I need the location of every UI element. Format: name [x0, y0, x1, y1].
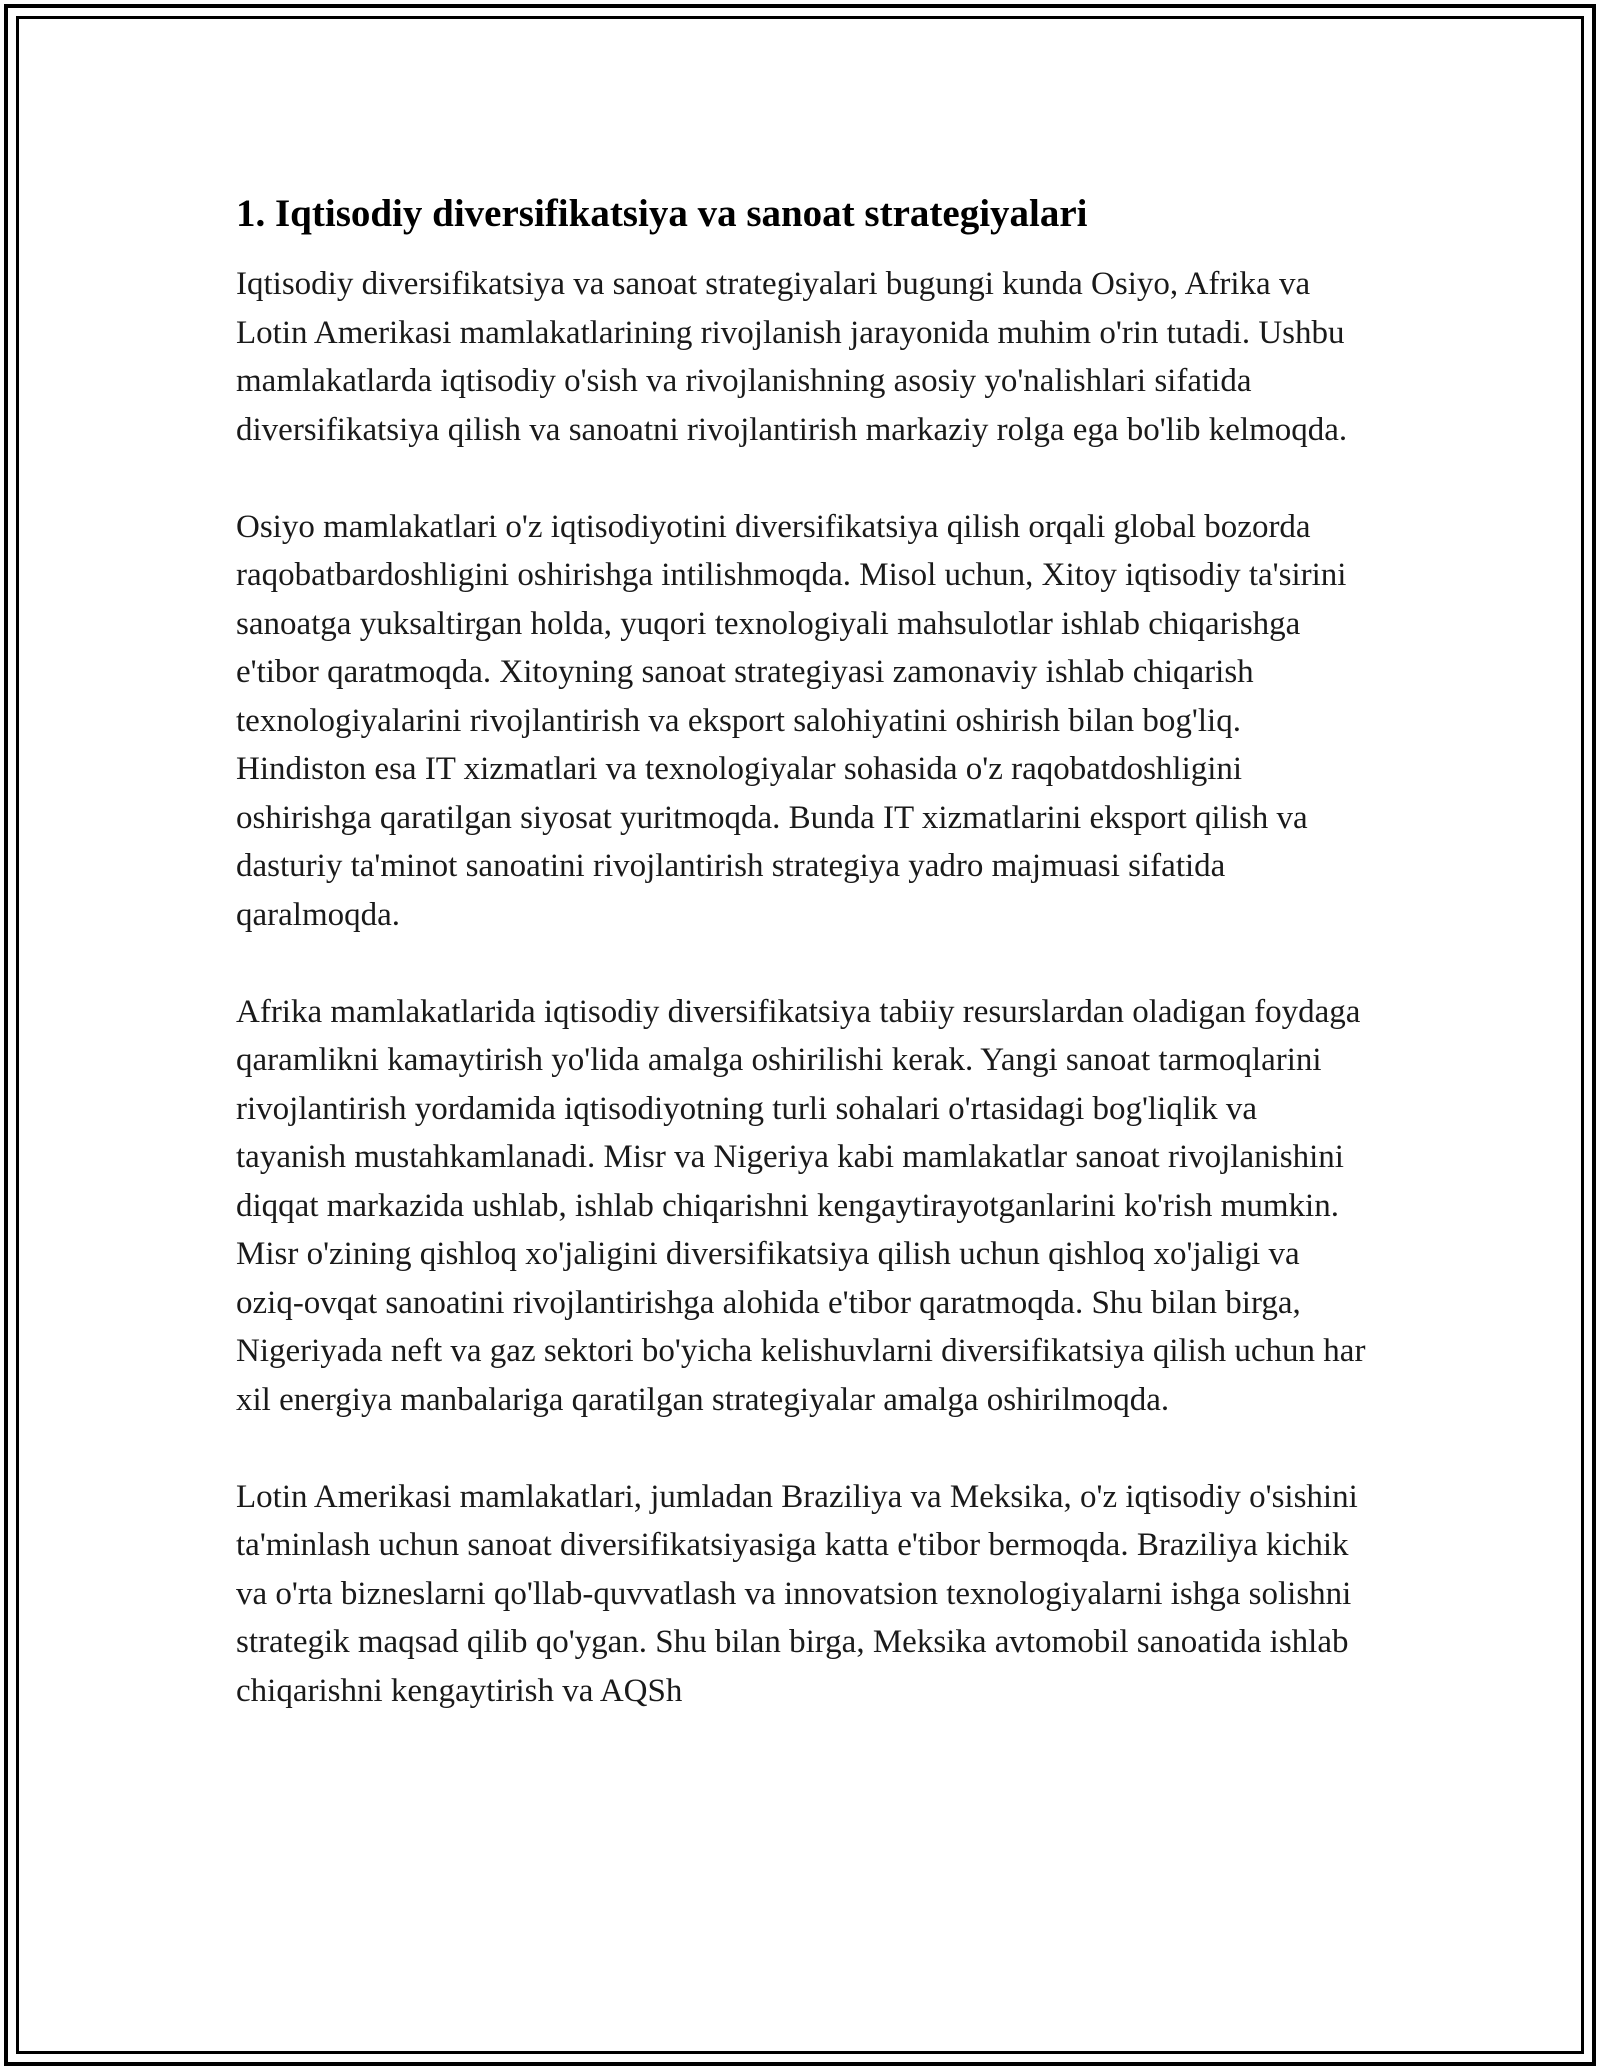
- paragraph-intro: Iqtisodiy diversifikatsiya va sanoat strategiyalari bugungi kunda Osiyo, Afrika va Lotin Amerikasi mamlakatlarining rivojlanish jarayonida muhim o'rin tutadi. Ushbu mamlakatlarda iqtisodiy o'sish va rivojlanishning asosiy yo'nalishlari sifatida diversifikatsiya qilish va sanoatni rivojlantirish markaziy rolga ega bo'lib kelmoqda.: [236, 266, 1348, 448]
- paragraph-latin-america: Lotin Amerikasi mamlakatlari, jumladan Braziliya va Meksika, o'z iqtisodiy o'sishini ta'minlash uchun sanoat diversifikatsiyasiga katta e'tibor bermoqda. Braziliya kichik va o'rta bizneslarni qo'llab-quvvatlash va innovatsion texnologiyalarni ishga solishni strategik maqsad qilib qo'ygan. Shu bilan birga, Meksika avtomobil sanoatida ishlab chiqarishni kengaytirish va AQSh: [236, 1478, 1358, 1709]
- section-title: 1. Iqtisodiy diversifikatsiya va sanoat strategiyalari: [236, 192, 1088, 235]
- paragraph-asia: Osiyo mamlakatlari o'z iqtisodiyotini diversifikatsiya qilish orqali global bozorda raqobatbardoshligini oshirishga intilishmoqda. Misol uchun, Xitoy iqtisodiy ta'sirini sanoatga yuksaltirgan holda, yuqori texnologiyali mahsulotlar ishlab chiqarishga e'tibor qaratmoqda. Xitoyning sanoat strategiyasi zamonaviy ishlab chiqarish texnologiyalarini rivojlantirish va eksport salohiyatini oshirish bilan bog'liq. Hindiston esa IT xizmatlari va texnologiyalar sohasida o'z raqobatdoshligini oshirishga qaratilgan siyosat yuritmoqda. Bunda IT xizmatlarini eksport qilish va dasturiy ta'minot sanoatini rivojlantirish strategiya yadro majmuasi sifatida qaralmoqda.: [236, 508, 1347, 933]
- paragraph-africa: Afrika mamlakatlarida iqtisodiy diversifikatsiya tabiiy resurslardan oladigan foydaga qaramlikni kamaytirish yo'lida amalga oshirilishi kerak. Yangi sanoat tarmoqlarini rivojlantirish yordamida iqtisodiyotning turli sohalari o'rtasidagi bog'liqlik va tayanish mustahkamlanadi. Misr va Nigeriya kabi mamlakatlar sanoat rivojlanishini diqqat markazida ushlab, ishlab chiqarishni kengaytirayotganlarini ko'rish mumkin. Misr o'zining qishloq xo'jaligini diversifikatsiya qilish uchun qishloq xo'jaligi va oziq-ovqat sanoatini rivojlantirishga alohida e'tibor qaratmoqda. Shu bilan birga, Nigeriyada neft va gaz sektori bo'yicha kelishuvlarni diversifikatsiya qilish uchun har xil energiya manbalariga qaratilgan strategiyalar amalga oshirilmoqda.: [236, 993, 1366, 1418]
- document-content: [236, 186, 1366, 1764]
